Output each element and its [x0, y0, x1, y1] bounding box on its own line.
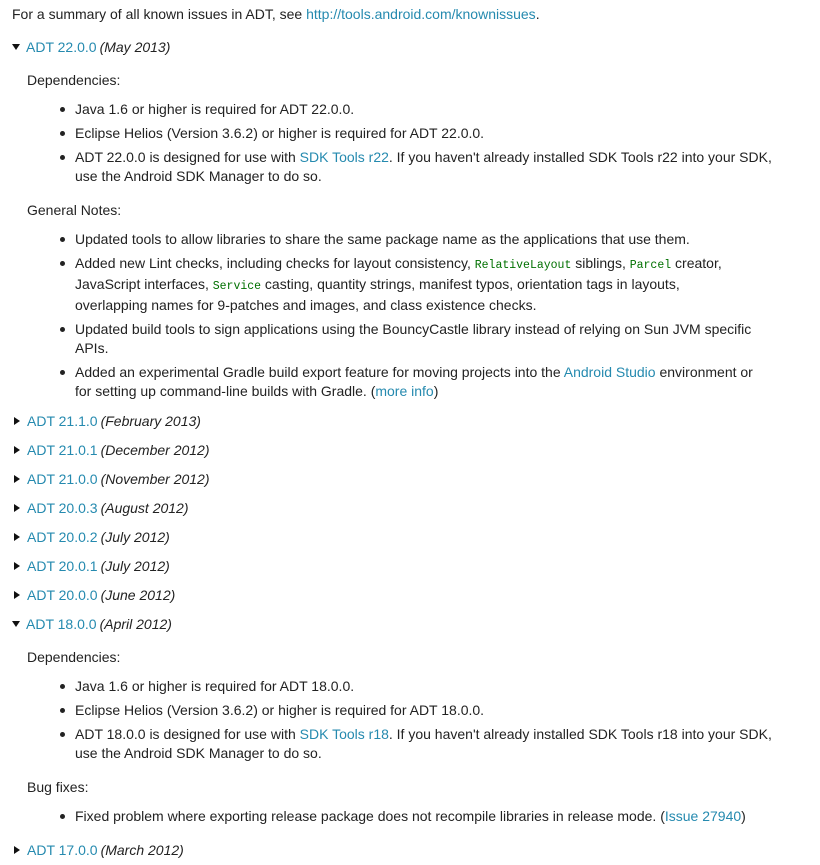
release-date: (March 2012) [100, 842, 184, 858]
release-title-link[interactable]: ADT 20.0.1 [27, 558, 98, 574]
release-date: (May 2013) [99, 39, 171, 55]
general-notes-heading: General Notes: [27, 202, 122, 218]
release-adt-22-0-0[interactable] [12, 38, 170, 56]
release-title-link[interactable]: ADT 21.1.0 [27, 413, 98, 429]
release-adt-20-0-1[interactable] [12, 557, 170, 575]
known-issues-link[interactable]: http://tools.android.com/knownissues [306, 6, 536, 22]
intro-text: For a summary of all known issues in ADT, see [12, 6, 307, 22]
release-adt-17-0-0[interactable] [12, 841, 184, 859]
release-date: (December 2012) [100, 442, 210, 458]
release-date: (July 2012) [100, 558, 170, 574]
collapsed-triangle-icon[interactable] [14, 475, 20, 483]
list-item: Added an experimental Gradle build export feature for moving projects into the Android Studio environment or for setting up command-line builds with Gradle. (more info) [60, 363, 780, 401]
expanded-triangle-icon[interactable] [12, 621, 20, 627]
release-date: (April 2012) [99, 616, 172, 632]
dependencies-heading: Dependencies: [27, 72, 121, 88]
release-date: (February 2013) [100, 413, 201, 429]
general-notes-list [60, 230, 780, 401]
release-adt-20-0-3[interactable] [12, 499, 189, 517]
release-date: (November 2012) [100, 471, 210, 487]
sdk-tools-r22-link[interactable]: SDK Tools r22 [299, 149, 389, 165]
collapsed-triangle-icon[interactable] [14, 562, 20, 570]
release-title-link[interactable]: ADT 21.0.0 [27, 471, 98, 487]
list-item: Java 1.6 or higher is required for ADT 22.0.0. [60, 100, 780, 119]
list-item: ADT 18.0.0 is designed for use with SDK Tools r18. If you haven't already installed SDK Tools r18 into your SDK, use the Android SDK Manager to do so. [60, 725, 780, 763]
release-adt-18-0-0[interactable] [12, 615, 172, 633]
bug-fixes-list [60, 807, 780, 826]
release-title-link[interactable]: ADT 20.0.2 [27, 529, 98, 545]
bug-fixes-heading: Bug fixes: [27, 779, 89, 795]
intro-paragraph: For a summary of all known issues in ADT, see http://tools.android.com/knownissues. [12, 6, 540, 22]
release-title-link[interactable]: ADT 17.0.0 [27, 842, 98, 858]
release-date: (July 2012) [100, 529, 170, 545]
release-title-link[interactable]: ADT 22.0.0 [26, 39, 97, 55]
release-date: (June 2012) [100, 587, 176, 603]
list-item: Eclipse Helios (Version 3.6.2) or higher is required for ADT 22.0.0. [60, 124, 780, 143]
dependencies-heading: Dependencies: [27, 649, 121, 665]
more-info-link[interactable]: more info [375, 383, 434, 399]
dependencies-list [60, 100, 780, 186]
collapsed-triangle-icon[interactable] [14, 417, 20, 425]
release-title-link[interactable]: ADT 20.0.0 [27, 587, 98, 603]
list-item: Java 1.6 or higher is required for ADT 18.0.0. [60, 677, 780, 696]
code-parcel: Parcel [629, 259, 672, 272]
android-studio-link[interactable]: Android Studio [563, 364, 656, 380]
release-adt-20-0-2[interactable] [12, 528, 170, 546]
release-adt-21-0-0[interactable] [12, 470, 210, 488]
collapsed-triangle-icon[interactable] [14, 846, 20, 854]
release-adt-21-0-1[interactable] [12, 441, 210, 459]
release-title-link[interactable]: ADT 20.0.3 [27, 500, 98, 516]
collapsed-triangle-icon[interactable] [14, 533, 20, 541]
list-item: Eclipse Helios (Version 3.6.2) or higher is required for ADT 18.0.0. [60, 701, 780, 720]
sdk-tools-r18-link[interactable]: SDK Tools r18 [299, 726, 389, 742]
release-adt-21-1-0[interactable] [12, 412, 201, 430]
list-item: Added new Lint checks, including checks for layout consistency, RelativeLayout siblings, Parcel creator, JavaScript interfaces, Service casting, quantity strings, manifest typos, orientation tags in layouts, overlapping names for 9-patches and images, and class existence checks. [60, 254, 780, 315]
list-item: Updated build tools to sign applications using the BouncyCastle library instead of relying on Sun JVM specific APIs. [60, 320, 780, 358]
dependencies-list [60, 677, 780, 763]
list-item: ADT 22.0.0 is designed for use with SDK Tools r22. If you haven't already installed SDK Tools r22 into your SDK, use the Android SDK Manager to do so. [60, 148, 780, 186]
collapsed-triangle-icon[interactable] [14, 591, 20, 599]
code-service: Service [212, 280, 262, 293]
release-date: (August 2012) [100, 500, 189, 516]
issue-27940-link[interactable]: Issue 27940 [664, 808, 742, 824]
release-title-link[interactable]: ADT 21.0.1 [27, 442, 98, 458]
release-adt-20-0-0[interactable] [12, 586, 175, 604]
list-item: Fixed problem where exporting release package does not recompile libraries in release mode. (Issue 27940) [60, 807, 780, 826]
release-title-link[interactable]: ADT 18.0.0 [26, 616, 97, 632]
collapsed-triangle-icon[interactable] [14, 504, 20, 512]
code-relativelayout: RelativeLayout [474, 259, 572, 272]
collapsed-triangle-icon[interactable] [14, 446, 20, 454]
list-item: Updated tools to allow libraries to share the same package name as the applications that use them. [60, 230, 780, 249]
expanded-triangle-icon[interactable] [12, 44, 20, 50]
